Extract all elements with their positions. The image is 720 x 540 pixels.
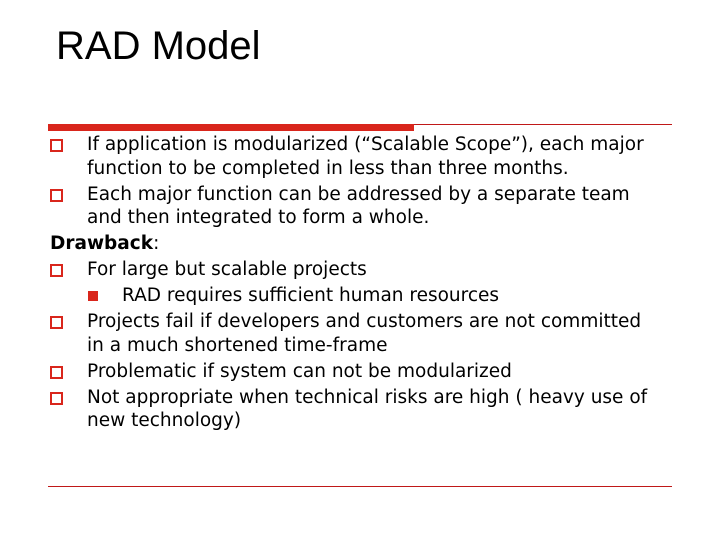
hollow-square-bullet-icon — [50, 139, 63, 152]
bullet-text: Each major function can be addressed by a separate team and then integrated to form a whole. — [87, 183, 630, 228]
sub-bullet-text: RAD requires sufficient human resources — [122, 285, 500, 306]
filled-square-bullet-icon — [88, 291, 98, 301]
accent-bar — [48, 124, 414, 131]
bullet-text: Projects fail if developers and customers are not committed in a much shortened time-frame — [87, 311, 642, 356]
slide-title: RAD Model — [56, 24, 261, 68]
bullet-text: If application is modularized (“Scalable Scope”), each major function to be completed in less than three months. — [87, 134, 644, 179]
bullet-item — [50, 360, 660, 384]
hollow-square-bullet-icon — [50, 392, 63, 405]
bullet-item — [50, 133, 660, 180]
hollow-square-bullet-icon — [50, 264, 63, 277]
bullet-item — [50, 310, 660, 357]
bottom-divider — [48, 486, 672, 487]
hollow-square-bullet-icon — [50, 366, 63, 379]
drawback-colon: : — [153, 233, 160, 254]
bullet-text: For large but scalable projects — [87, 259, 367, 280]
drawback-label: Drawback — [50, 233, 154, 254]
bullet-text: Problematic if system can not be modularized — [87, 360, 512, 382]
hollow-square-bullet-icon — [50, 189, 63, 202]
drawback-heading — [50, 232, 660, 256]
bullet-item — [50, 386, 660, 433]
bullet-item — [50, 258, 660, 282]
slide-body — [50, 133, 660, 435]
hollow-square-bullet-icon — [50, 316, 63, 329]
bullet-item — [50, 183, 660, 230]
sub-bullet-item — [50, 284, 660, 308]
bullet-text: Not appropriate when technical risks are high ( heavy use of new technology) — [87, 386, 648, 431]
